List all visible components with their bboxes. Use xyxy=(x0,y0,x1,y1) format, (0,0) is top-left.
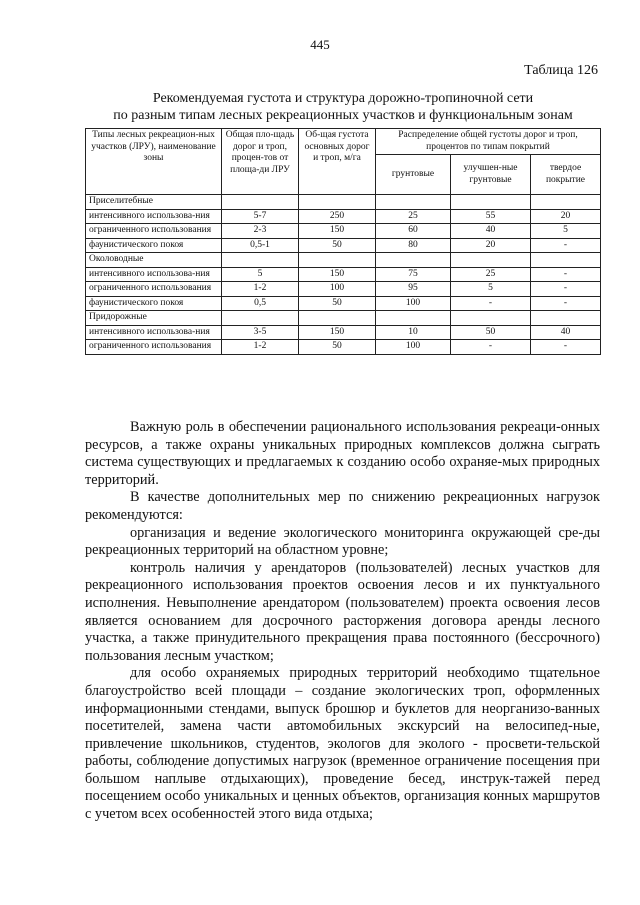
empty-cell xyxy=(531,253,601,268)
group-row xyxy=(86,311,601,326)
cell-area: 0,5 xyxy=(222,296,299,311)
header-total-area: Общая пло-щадь дорог и троп, процен-тов от площа-ди ЛРУ xyxy=(222,129,299,195)
table-row xyxy=(86,267,601,282)
table-label: Таблица 126 xyxy=(524,63,598,78)
cell-hard: 40 xyxy=(531,325,601,340)
group-name: Околоводные xyxy=(86,253,222,268)
empty-cell xyxy=(222,311,299,326)
cell-hard: - xyxy=(531,340,601,355)
table-row xyxy=(86,325,601,340)
cell-hard: - xyxy=(531,267,601,282)
table-row xyxy=(86,209,601,224)
cell-hard: - xyxy=(531,282,601,297)
cell-density: 100 xyxy=(299,282,376,297)
header-distribution: Распределение общей густоты дорог и троп, процентов по типам покрытий xyxy=(376,129,601,155)
cell-zone-name: ограниченного использования xyxy=(86,340,222,355)
cell-ground: 95 xyxy=(376,282,451,297)
empty-cell xyxy=(222,253,299,268)
paragraph: организация и ведение экологического мониторинга окружающей сре-ды рекреационных территорий на областном уровне; xyxy=(85,524,600,559)
density-table xyxy=(85,128,601,355)
empty-cell xyxy=(531,311,601,326)
header-density: Об-щая густота основных дорог и троп, м/га xyxy=(299,129,376,195)
empty-cell xyxy=(299,195,376,210)
cell-density: 150 xyxy=(299,325,376,340)
cell-zone-name: фаунистического покоя xyxy=(86,296,222,311)
cell-zone-name: интенсивного использова-ния xyxy=(86,267,222,282)
subheader-hard: твердое покрытие xyxy=(531,155,601,195)
cell-hard: - xyxy=(531,296,601,311)
cell-improved: - xyxy=(451,340,531,355)
cell-density: 150 xyxy=(299,267,376,282)
cell-zone-name: интенсивного использова-ния xyxy=(86,209,222,224)
group-name: Приселитебные xyxy=(86,195,222,210)
cell-ground: 75 xyxy=(376,267,451,282)
empty-cell xyxy=(222,195,299,210)
cell-zone-name: ограниченного использования xyxy=(86,224,222,239)
cell-density: 50 xyxy=(299,340,376,355)
header-zone-type: Типы лесных рекреацион-ных участков (ЛРУ), наименование зоны xyxy=(86,129,222,195)
empty-cell xyxy=(299,311,376,326)
cell-improved: 25 xyxy=(451,267,531,282)
cell-improved: - xyxy=(451,296,531,311)
cell-improved: 20 xyxy=(451,238,531,253)
empty-cell xyxy=(531,195,601,210)
cell-improved: 5 xyxy=(451,282,531,297)
cell-area: 1-2 xyxy=(222,340,299,355)
empty-cell xyxy=(376,253,451,268)
cell-density: 150 xyxy=(299,224,376,239)
page-number: 445 xyxy=(310,37,330,52)
group-row xyxy=(86,195,601,210)
table-row xyxy=(86,282,601,297)
paragraph: контроль наличия у арендаторов (пользователей) лесных участков для рекреационного использования проектов освоения лесов и их пунктуального исполнения. Невыполнение арендатором (пользователем) проекта освоения лесов является основанием для досрочного расторжения договора аренды лесного участка, а также принудительного прекращения права постоянного (бессрочного) пользования лесным участком; xyxy=(85,559,600,664)
empty-cell xyxy=(451,253,531,268)
cell-improved: 55 xyxy=(451,209,531,224)
cell-zone-name: фаунистического покоя xyxy=(86,238,222,253)
table-row xyxy=(86,224,601,239)
empty-cell xyxy=(376,311,451,326)
cell-zone-name: ограниченного использования xyxy=(86,282,222,297)
cell-hard: 5 xyxy=(531,224,601,239)
cell-ground: 100 xyxy=(376,296,451,311)
paragraph: В качестве дополнительных мер по снижению рекреационных нагрузок рекомендуются: xyxy=(85,489,600,523)
cell-ground: 25 xyxy=(376,209,451,224)
table-row xyxy=(86,238,601,253)
table-title-line-2: по разным типам лесных рекреационных участков и функциональным зонам xyxy=(113,108,573,123)
subheader-improved: улучшен-ные грунтовые xyxy=(451,155,531,195)
table-row xyxy=(86,296,601,311)
cell-ground: 80 xyxy=(376,238,451,253)
cell-area: 2-3 xyxy=(222,224,299,239)
empty-cell xyxy=(451,311,531,326)
table-title xyxy=(60,90,626,124)
paragraph: Важную роль в обеспечении рационального использования рекреаци-онных ресурсов, а также охраны уникальных природных комплексов должна сыграть система существующих и предлагаемых к созданию особо охраняе-мых природных территорий. xyxy=(85,419,600,488)
cell-density: 50 xyxy=(299,296,376,311)
cell-improved: 40 xyxy=(451,224,531,239)
cell-area: 1-2 xyxy=(222,282,299,297)
cell-hard: - xyxy=(531,238,601,253)
cell-area: 5 xyxy=(222,267,299,282)
cell-ground: 60 xyxy=(376,224,451,239)
paragraph: для особо охраняемых природных территорий необходимо тщательное благоустройство всей площади – создание экологических троп, оформленных информационными стендами, выпуск брошюр и буклетов для неорганизо-ванных посетителей, замена части автомобильных экскурсий на велосипед-ные, привлечение школьников, студентов, экологов для эколого - просвети-тельской работы, соблюдение допустимых нагрузок (временное ограничение посещения при большом наплыве отдыхающих), проведение бесед, инструк-тажей перед посещением особо уникальных и ценных объектов, организация конных маршрутов с учетом всех особенностей этого вида отдыха; xyxy=(85,665,600,823)
subheader-ground: грунтовые xyxy=(376,155,451,195)
table-title-line-1: Рекомендуемая густота и структура дорожно-тропиночной сети xyxy=(152,91,534,106)
cell-area: 5-7 xyxy=(222,209,299,224)
empty-cell xyxy=(451,195,531,210)
cell-zone-name: интенсивного использова-ния xyxy=(86,325,222,340)
cell-ground: 100 xyxy=(376,340,451,355)
cell-area: 3-5 xyxy=(222,325,299,340)
cell-improved: 50 xyxy=(451,325,531,340)
cell-ground: 10 xyxy=(376,325,451,340)
cell-hard: 20 xyxy=(531,209,601,224)
group-name: Придорожные xyxy=(86,311,222,326)
header-row xyxy=(86,129,601,155)
cell-density: 50 xyxy=(299,238,376,253)
empty-cell xyxy=(299,253,376,268)
empty-cell xyxy=(376,195,451,210)
cell-density: 250 xyxy=(299,209,376,224)
body-text xyxy=(85,419,600,824)
table-row xyxy=(86,340,601,355)
group-row xyxy=(86,253,601,268)
cell-area: 0,5-1 xyxy=(222,238,299,253)
